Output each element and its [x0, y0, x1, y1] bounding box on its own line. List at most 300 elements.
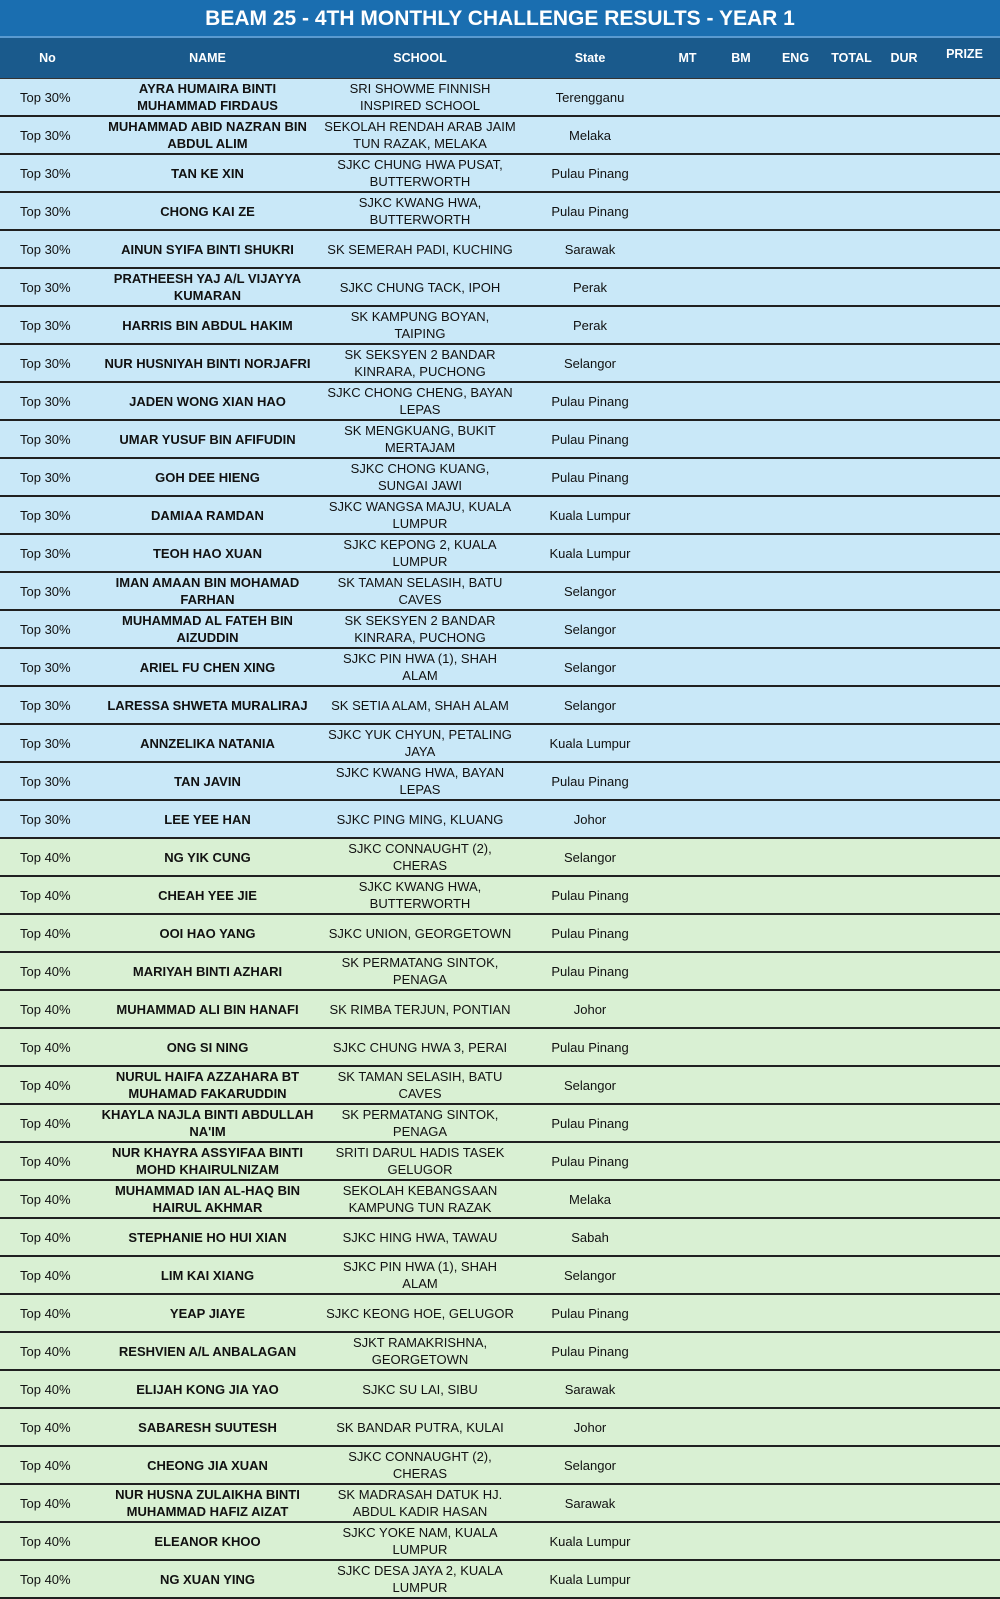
row-dur — [879, 953, 929, 989]
row-rank: Top 40% — [20, 1419, 71, 1435]
row-bm — [715, 193, 767, 229]
row-total — [824, 1105, 879, 1141]
row-prize — [929, 1181, 1000, 1217]
row-rank: Top 40% — [20, 1571, 71, 1587]
row-prize — [929, 1523, 1000, 1559]
row-school: SJKC KEPONG 2, KUALA LUMPUR — [343, 537, 497, 569]
row-bm — [715, 953, 767, 989]
row-rank: Top 30% — [20, 355, 71, 371]
row-total — [824, 649, 879, 685]
row-bm — [715, 725, 767, 761]
table-row[interactable] — [0, 155, 1000, 193]
row-rank: Top 40% — [20, 1191, 71, 1207]
row-school: SEKOLAH RENDAH ARAB JAIM TUN RAZAK, MELAKA — [324, 119, 516, 151]
row-school: SK BANDAR PUTRA, KULAI — [336, 1419, 504, 1435]
row-name: TEOH HAO XUAN — [152, 545, 263, 561]
row-school: SK SEKSYEN 2 BANDAR KINRARA, PUCHONG — [344, 613, 496, 645]
row-bm — [715, 1067, 767, 1103]
row-dur — [879, 497, 929, 533]
row-eng — [767, 269, 824, 305]
row-dur — [879, 1029, 929, 1065]
row-bm — [715, 1523, 767, 1559]
row-school: SJKC CHUNG HWA PUSAT, BUTTERWORTH — [337, 157, 503, 189]
row-school: SK TAMAN SELASIH, BATU CAVES — [337, 1069, 503, 1101]
row-bm — [715, 877, 767, 913]
table-row[interactable] — [0, 1561, 1000, 1599]
row-mt — [660, 1485, 715, 1521]
row-name: SABARESH SUUTESH — [138, 1419, 277, 1435]
row-dur — [879, 1067, 929, 1103]
row-bm — [715, 1447, 767, 1483]
row-name: JADEN WONG XIAN HAO — [129, 393, 286, 409]
table-row[interactable] — [0, 497, 1000, 535]
row-state: Pulau Pinang — [551, 165, 629, 181]
row-total — [824, 1561, 879, 1597]
row-eng — [767, 611, 824, 647]
table-row[interactable] — [0, 307, 1000, 345]
row-eng — [767, 345, 824, 381]
table-row[interactable] — [0, 269, 1000, 307]
row-mt — [660, 79, 715, 115]
row-prize — [929, 421, 1000, 457]
row-dur — [879, 1523, 929, 1559]
row-rank: Top 30% — [20, 697, 71, 713]
row-school: SK PERMATANG SINTOK, PENAGA — [341, 955, 499, 987]
row-total — [824, 1485, 879, 1521]
table-body — [0, 79, 1000, 1599]
row-bm — [715, 573, 767, 609]
row-bm — [715, 1143, 767, 1179]
row-dur — [879, 1561, 929, 1597]
column-header-total[interactable]: TOTAL — [831, 51, 872, 65]
row-eng — [767, 1409, 824, 1445]
row-school: SJKC PING MING, KLUANG — [336, 811, 504, 827]
row-prize — [929, 1143, 1000, 1179]
row-name: AYRA HUMAIRA BINTI MUHAMMAD FIRDAUS — [137, 81, 278, 113]
table-row[interactable] — [0, 1143, 1000, 1181]
row-eng — [767, 535, 824, 571]
row-state: Pulau Pinang — [551, 963, 629, 979]
row-prize — [929, 801, 1000, 837]
table-row[interactable] — [0, 345, 1000, 383]
row-name: UMAR YUSUF BIN AFIFUDIN — [119, 431, 296, 447]
column-header-state[interactable]: State — [574, 51, 606, 65]
row-state: Pulau Pinang — [551, 925, 629, 941]
table-row[interactable] — [0, 1485, 1000, 1523]
row-mt — [660, 383, 715, 419]
row-school: SJKC PIN HWA (1), SHAH ALAM — [342, 1259, 498, 1291]
row-prize — [929, 383, 1000, 419]
page-title: BEAM 25 - 4TH MONTHLY CHALLENGE RESULTS - YEAR 1 — [0, 0, 1000, 38]
row-dur — [879, 459, 929, 495]
row-bm — [715, 117, 767, 153]
row-prize — [929, 953, 1000, 989]
row-total — [824, 193, 879, 229]
table-row[interactable] — [0, 117, 1000, 155]
row-total — [824, 459, 879, 495]
row-eng — [767, 1371, 824, 1407]
table-row[interactable] — [0, 535, 1000, 573]
row-prize — [929, 1295, 1000, 1331]
table-row[interactable] — [0, 611, 1000, 649]
row-rank: Top 30% — [20, 811, 71, 827]
row-total — [824, 573, 879, 609]
row-total — [824, 801, 879, 837]
row-school: SJKC KWANG HWA, BUTTERWORTH — [358, 879, 482, 911]
row-dur — [879, 687, 929, 723]
row-school: SJKC KWANG HWA, BUTTERWORTH — [358, 195, 482, 227]
table-row[interactable] — [0, 1029, 1000, 1067]
row-eng — [767, 1295, 824, 1331]
column-header-no[interactable]: No — [39, 51, 56, 65]
row-state: Pulau Pinang — [551, 1343, 629, 1359]
row-school: SJKC CHUNG HWA 3, PERAI — [332, 1039, 508, 1055]
row-name: IMAN AMAAN BIN MOHAMAD FARHAN — [115, 575, 300, 607]
row-mt — [660, 269, 715, 305]
row-mt — [660, 573, 715, 609]
row-prize — [929, 269, 1000, 305]
row-prize — [929, 1029, 1000, 1065]
row-eng — [767, 383, 824, 419]
table-row[interactable] — [0, 1409, 1000, 1447]
table-row[interactable] — [0, 573, 1000, 611]
row-state: Selangor — [563, 1267, 617, 1283]
row-dur — [879, 877, 929, 913]
row-total — [824, 763, 879, 799]
row-school: SEKOLAH KEBANGSAAN KAMPUNG TUN RAZAK — [342, 1183, 498, 1215]
row-mt — [660, 193, 715, 229]
row-school: SJKC CONNAUGHT (2), CHERAS — [348, 841, 492, 873]
row-dur — [879, 345, 929, 381]
row-eng — [767, 231, 824, 267]
row-dur — [879, 421, 929, 457]
row-bm — [715, 1257, 767, 1293]
row-state: Perak — [573, 279, 607, 295]
row-eng — [767, 573, 824, 609]
row-total — [824, 1295, 879, 1331]
row-eng — [767, 687, 824, 723]
row-mt — [660, 1333, 715, 1369]
row-rank: Top 40% — [20, 1533, 71, 1549]
row-name: OOI HAO YANG — [159, 925, 256, 941]
row-dur — [879, 801, 929, 837]
table-row[interactable] — [0, 421, 1000, 459]
row-mt — [660, 231, 715, 267]
row-bm — [715, 649, 767, 685]
row-name: LEE YEE HAN — [164, 811, 251, 827]
row-total — [824, 1333, 879, 1369]
row-total — [824, 1371, 879, 1407]
row-mt — [660, 535, 715, 571]
row-dur — [879, 573, 929, 609]
row-bm — [715, 1409, 767, 1445]
row-state: Pulau Pinang — [551, 1305, 629, 1321]
row-name: NUR HUSNA ZULAIKHA BINTI MUHAMMAD HAFIZ AIZAT — [115, 1487, 300, 1519]
row-state: Johor — [573, 811, 607, 827]
row-dur — [879, 1219, 929, 1255]
row-school: SJKC DESA JAYA 2, KUALA LUMPUR — [337, 1563, 503, 1595]
table-row[interactable] — [0, 915, 1000, 953]
row-rank: Top 30% — [20, 469, 71, 485]
table-row[interactable] — [0, 1371, 1000, 1409]
table-row[interactable] — [0, 231, 1000, 269]
row-bm — [715, 345, 767, 381]
row-dur — [879, 763, 929, 799]
row-eng — [767, 1257, 824, 1293]
row-rank: Top 40% — [20, 1153, 71, 1169]
row-school: SJKC KEONG HOE, GELUGOR — [326, 1305, 514, 1321]
row-state: Pulau Pinang — [551, 1039, 629, 1055]
row-mt — [660, 1105, 715, 1141]
row-total — [824, 725, 879, 761]
row-mt — [660, 117, 715, 153]
row-prize — [929, 687, 1000, 723]
table-row[interactable] — [0, 687, 1000, 725]
row-bm — [715, 231, 767, 267]
row-mt — [660, 839, 715, 875]
table-row[interactable] — [0, 1257, 1000, 1295]
row-mt — [660, 877, 715, 913]
row-prize — [929, 345, 1000, 381]
row-total — [824, 839, 879, 875]
table-row[interactable] — [0, 877, 1000, 915]
row-bm — [715, 1295, 767, 1331]
row-state: Melaka — [569, 127, 611, 143]
row-mt — [660, 725, 715, 761]
row-name: LIM KAI XIANG — [160, 1267, 255, 1283]
row-rank: Top 30% — [20, 317, 71, 333]
table-row[interactable] — [0, 1219, 1000, 1257]
column-header-mt[interactable]: MT — [678, 51, 697, 65]
row-prize — [929, 1105, 1000, 1141]
row-dur — [879, 1257, 929, 1293]
row-mt — [660, 649, 715, 685]
row-total — [824, 1181, 879, 1217]
row-rank: Top 30% — [20, 659, 71, 675]
row-school: SRI SHOWME FINNISH INSPIRED SCHOOL — [349, 81, 491, 113]
row-name: NUR HUSNIYAH BINTI NORJAFRI — [104, 355, 311, 371]
row-dur — [879, 839, 929, 875]
row-eng — [767, 1333, 824, 1369]
row-dur — [879, 1485, 929, 1521]
row-mt — [660, 497, 715, 533]
row-school: SJKC CONNAUGHT (2), CHERAS — [348, 1449, 492, 1481]
row-prize — [929, 839, 1000, 875]
row-state: Pulau Pinang — [551, 1153, 629, 1169]
row-total — [824, 915, 879, 951]
row-rank: Top 40% — [20, 963, 71, 979]
table-row[interactable] — [0, 383, 1000, 421]
table-row[interactable] — [0, 193, 1000, 231]
row-rank: Top 30% — [20, 89, 71, 105]
row-dur — [879, 649, 929, 685]
row-dur — [879, 231, 929, 267]
row-state: Pulau Pinang — [551, 469, 629, 485]
table-row[interactable] — [0, 801, 1000, 839]
row-eng — [767, 1067, 824, 1103]
row-state: Selangor — [563, 621, 617, 637]
row-name: HARRIS BIN ABDUL HAKIM — [122, 317, 293, 333]
row-total — [824, 421, 879, 457]
row-eng — [767, 1523, 824, 1559]
row-rank: Top 30% — [20, 545, 71, 561]
row-dur — [879, 1333, 929, 1369]
table-row[interactable] — [0, 1523, 1000, 1561]
row-state: Selangor — [563, 849, 617, 865]
column-header-dur[interactable]: DUR — [890, 51, 918, 65]
row-state: Kuala Lumpur — [549, 1533, 631, 1549]
row-rank: Top 30% — [20, 583, 71, 599]
row-rank: Top 40% — [20, 887, 71, 903]
row-mt — [660, 1447, 715, 1483]
row-school: SK MADRASAH DATUK HJ. ABDUL KADIR HASAN — [337, 1487, 503, 1519]
column-header-school[interactable]: SCHOOL — [393, 50, 447, 65]
row-prize — [929, 497, 1000, 533]
row-total — [824, 991, 879, 1027]
row-total — [824, 535, 879, 571]
row-rank: Top 30% — [20, 773, 71, 789]
row-state: Terengganu — [555, 89, 625, 105]
row-mt — [660, 307, 715, 343]
row-dur — [879, 155, 929, 191]
table-row[interactable] — [0, 763, 1000, 801]
row-mt — [660, 155, 715, 191]
row-eng — [767, 1561, 824, 1597]
table-row[interactable] — [0, 649, 1000, 687]
row-eng — [767, 801, 824, 837]
row-name: ANNZELIKA NATANIA — [140, 735, 275, 751]
row-dur — [879, 1181, 929, 1217]
column-header-prize[interactable]: PRIZE — [946, 47, 983, 61]
row-prize — [929, 1067, 1000, 1103]
row-rank: Top 30% — [20, 393, 71, 409]
row-eng — [767, 1181, 824, 1217]
row-prize — [929, 1561, 1000, 1597]
row-school: SK PERMATANG SINTOK, PENAGA — [341, 1107, 499, 1139]
row-rank: Top 30% — [20, 279, 71, 295]
row-name: MUHAMMAD ABID NAZRAN BIN ABDUL ALIM — [108, 119, 307, 151]
row-total — [824, 345, 879, 381]
row-state: Sarawak — [564, 1381, 616, 1397]
row-name: NG YIK CUNG — [164, 849, 251, 865]
row-bm — [715, 687, 767, 723]
row-mt — [660, 1409, 715, 1445]
row-rank: Top 30% — [20, 431, 71, 447]
row-state: Selangor — [563, 583, 617, 599]
row-eng — [767, 307, 824, 343]
row-rank: Top 40% — [20, 1305, 71, 1321]
row-rank: Top 40% — [20, 1381, 71, 1397]
row-mt — [660, 1143, 715, 1179]
table-row[interactable] — [0, 459, 1000, 497]
row-name: LARESSA SHWETA MURALIRAJ — [107, 697, 308, 713]
table-row[interactable] — [0, 839, 1000, 877]
row-state: Melaka — [569, 1191, 611, 1207]
row-total — [824, 307, 879, 343]
row-rank: Top 40% — [20, 1039, 71, 1055]
row-total — [824, 155, 879, 191]
row-school: SRITI DARUL HADIS TASEK GELUGOR — [335, 1145, 505, 1177]
row-name: MARIYAH BINTI AZHARI — [132, 963, 283, 979]
row-prize — [929, 79, 1000, 115]
row-mt — [660, 915, 715, 951]
row-state: Perak — [573, 317, 607, 333]
row-rank: Top 40% — [20, 1001, 71, 1017]
row-school: SJKC PIN HWA (1), SHAH ALAM — [342, 651, 498, 683]
row-total — [824, 1067, 879, 1103]
table-header — [0, 38, 1000, 79]
row-prize — [929, 1409, 1000, 1445]
row-name: NUR KHAYRA ASSYIFAA BINTI MOHD KHAIRULNIZAM — [112, 1145, 303, 1177]
row-total — [824, 1409, 879, 1445]
table-row[interactable] — [0, 1181, 1000, 1219]
row-eng — [767, 991, 824, 1027]
row-state: Johor — [573, 1419, 607, 1435]
row-school: SJKC HING HWA, TAWAU — [342, 1229, 498, 1245]
row-prize — [929, 611, 1000, 647]
row-dur — [879, 117, 929, 153]
row-rank: Top 40% — [20, 1495, 71, 1511]
row-name: STEPHANIE HO HUI XIAN — [128, 1229, 287, 1245]
row-mt — [660, 801, 715, 837]
row-school: SK MENGKUANG, BUKIT MERTAJAM — [344, 423, 496, 455]
row-eng — [767, 1029, 824, 1065]
row-school: SK TAMAN SELASIH, BATU CAVES — [337, 575, 503, 607]
row-dur — [879, 611, 929, 647]
row-bm — [715, 79, 767, 115]
row-prize — [929, 307, 1000, 343]
table-row[interactable] — [0, 953, 1000, 991]
table-row[interactable] — [0, 1447, 1000, 1485]
table-row[interactable] — [0, 79, 1000, 117]
row-prize — [929, 725, 1000, 761]
row-bm — [715, 763, 767, 799]
table-row[interactable] — [0, 1333, 1000, 1371]
row-state: Sarawak — [564, 241, 616, 257]
column-header-name[interactable]: NAME — [189, 50, 226, 65]
table-row[interactable] — [0, 1295, 1000, 1333]
row-dur — [879, 535, 929, 571]
row-school: SJKC UNION, GEORGETOWN — [328, 925, 512, 941]
row-state: Kuala Lumpur — [549, 545, 631, 561]
column-header-bm[interactable]: BM — [731, 51, 751, 65]
row-mt — [660, 611, 715, 647]
row-bm — [715, 1561, 767, 1597]
row-eng — [767, 1447, 824, 1483]
row-prize — [929, 991, 1000, 1027]
row-eng — [767, 649, 824, 685]
row-rank: Top 40% — [20, 1457, 71, 1473]
row-name: NURUL HAIFA AZZAHARA BT MUHAMAD FAKARUDDIN — [115, 1069, 300, 1101]
column-header-eng[interactable]: ENG — [781, 51, 810, 65]
row-name: TAN JAVIN — [174, 773, 241, 789]
row-bm — [715, 307, 767, 343]
table-row[interactable] — [0, 1067, 1000, 1105]
row-eng — [767, 193, 824, 229]
row-state: Pulau Pinang — [551, 773, 629, 789]
row-rank: Top 40% — [20, 1343, 71, 1359]
row-name: GOH DEE HIENG — [155, 469, 260, 485]
table-row[interactable] — [0, 725, 1000, 763]
row-mt — [660, 1371, 715, 1407]
row-total — [824, 1257, 879, 1293]
row-state: Kuala Lumpur — [549, 1571, 631, 1587]
row-state: Pulau Pinang — [551, 203, 629, 219]
table-row[interactable] — [0, 1105, 1000, 1143]
row-dur — [879, 1143, 929, 1179]
table-row[interactable] — [0, 991, 1000, 1029]
row-name: ARIEL FU CHEN XING — [139, 659, 276, 675]
